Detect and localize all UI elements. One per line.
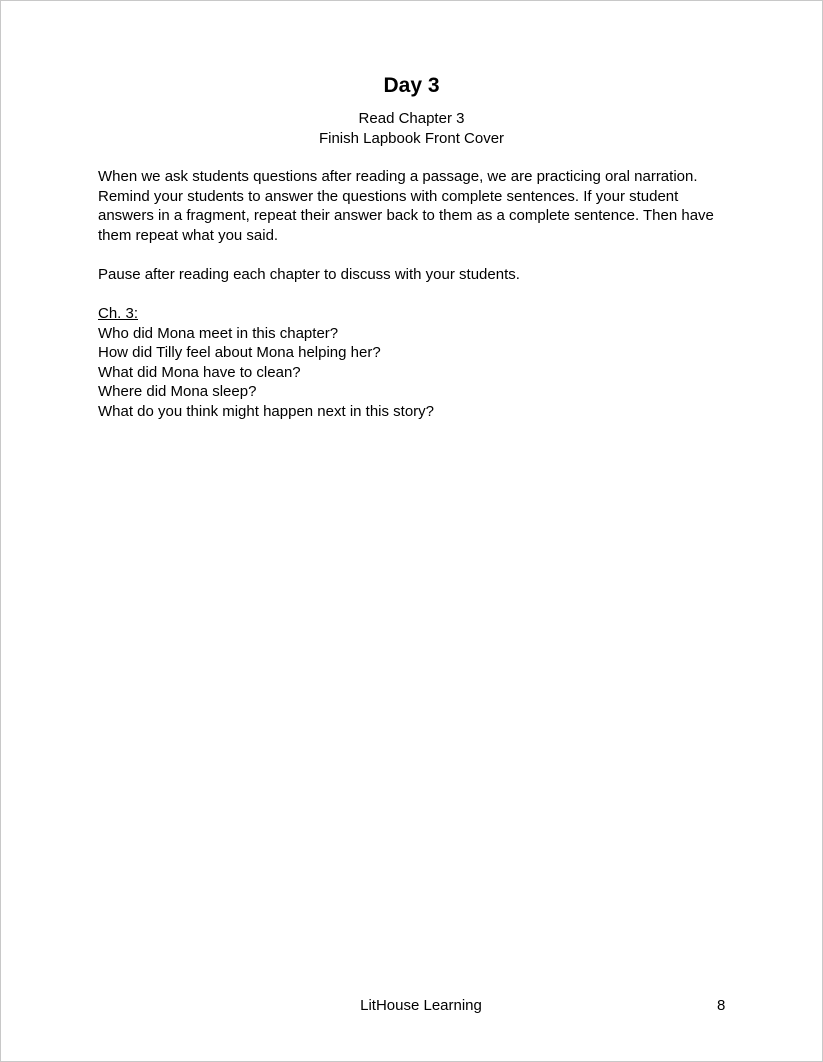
- question-item: Where did Mona sleep?: [98, 383, 257, 400]
- question-item: Who did Mona meet in this chapter?: [98, 324, 339, 342]
- question-item: How did Tilly feel about Mona helping her?: [98, 344, 381, 361]
- page-title: Day 3: [383, 74, 440, 97]
- narration-paragraph: When we ask students questions after reading a passage, we are practicing oral narration. Remind your students to answer the questions with complete sentences. If your student answers in a fragment, repeat their answer back to them as a complete sentence. Then have them repeat what you said.: [98, 168, 714, 244]
- page-number: 8: [717, 997, 726, 1014]
- footer-publisher: LitHouse Learning: [360, 997, 482, 1014]
- question-block: [98, 304, 718, 421]
- subtitle-read-chapter: Read Chapter 3: [358, 110, 465, 127]
- chapter-heading: Ch. 3:: [98, 305, 139, 322]
- pause-paragraph: Pause after reading each chapter to discuss with your students.: [98, 266, 520, 283]
- question-item: What did Mona have to clean?: [98, 363, 301, 381]
- question-item: What do you think might happen next in this story?: [98, 402, 435, 420]
- subtitle-lapbook: Finish Lapbook Front Cover: [318, 130, 505, 147]
- subtitle-block: [1, 109, 822, 149]
